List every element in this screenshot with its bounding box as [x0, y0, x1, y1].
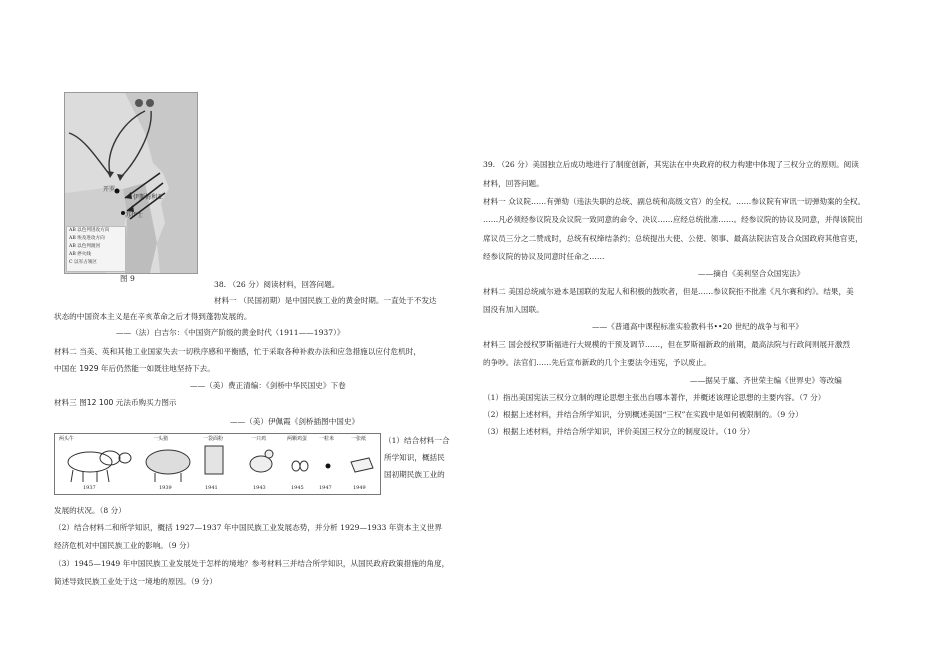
r-subquestion-2: （2）根据上述材料，并结合所学知识，分别概述美国“三权”在实践中是如何被限制的。（9 分） — [483, 410, 803, 419]
legend-row: AB 以色列进攻方向 — [69, 228, 110, 233]
strip-label-chicken: 一只鸡 — [251, 436, 267, 442]
r-material-1-source: ——摘自《美利坚合众国宪法》 — [698, 269, 805, 278]
r-material-3-source: ——据吴于廑、齐世荣主编《世界史》等改编 — [690, 376, 842, 385]
material-3-title: 材料三 图12 100 元法币购买力图示 — [54, 398, 177, 407]
material-2-source: ——（美）费正清编：《剑桥中华民国史》下卷 — [190, 381, 346, 390]
strip-label-paper: 一张纸 — [351, 436, 367, 442]
r-material-2-line1: 材料二 美国总统威尔逊本是国联的发起人和积极的鼓吹者，但是……参议院拒不批准《凡尔赛和约》。结果，美 — [483, 287, 854, 296]
map-label-ismailia: 伊斯梅利亚 — [133, 194, 164, 201]
subquestion-3-line2: 简述导致民族工业处于这一境地的原因。（9 分） — [54, 577, 217, 586]
r-material-3-line2: 的争吵。法官们……先后宣布新政的几个主要法令违宪，予以废止。 — [483, 358, 711, 367]
material-1-line1: 材料一 （民国初期）是中国民族工业的黄金时期。一直处于不发达 — [214, 296, 437, 305]
strip-year: 1943 — [253, 485, 266, 491]
purchasing-power-figure — [54, 433, 381, 495]
strip-label-flour: 一袋面粉 — [203, 436, 224, 442]
subquestion-2-line1: （2）结合材料二和所学知识，概括 1927—1937 年中国民族工业发展态势，并分析 1929—1933 年资本主义世界 — [54, 523, 442, 532]
map-label-suez: 苏伊士 — [125, 212, 144, 219]
legend-row: AB 停火线 — [69, 252, 91, 257]
r-subquestion-3: （3）根据上述材料，并结合所学知识，评价美国三权分立的制度设计。（10 分） — [483, 427, 755, 436]
r-material-3-line1: 材料三 国会授权罗斯福进行大规模的干预及调节……，但在罗斯福新政的前期，最高法院与行政间则展开激烈 — [483, 340, 850, 349]
subquestion-1-line4: 发展的状况。（8 分） — [54, 506, 126, 515]
r-material-1-line3: 席议员三分之二赞成时，总统有权缔结条约；总统提出大使、公使、领事、最高法院法官及合众国政府其他官吏， — [483, 234, 863, 243]
r-material-1-line4: 经参议院的协议及同意时任命之…… — [483, 252, 605, 261]
strip-year: 1949 — [353, 485, 366, 491]
strip-label-cows: 两头牛 — [59, 436, 75, 442]
r-subquestion-1: （1）指出美国宪法三权分立制的理论思想主张出自哪本著作，并概述该理论思想的主要内容。（7 分） — [483, 393, 826, 402]
legend-row: C 以军占领区 — [69, 260, 97, 265]
legend-row: AB 埃及进攻方向 — [69, 236, 105, 241]
r-material-1-line2: ……凡必须经参议院及众议院一致同意的命令、决议……应经总统批准……。经参议院的协议及同意，并得该院出 — [483, 215, 863, 224]
strip-year: 1947 — [319, 485, 332, 491]
material-3-source: ——（美）伊佩霞《剑桥插图中国史》 — [230, 417, 360, 426]
r-material-2-source: ——《普通高中课程标准实验教科书••20 世纪的战争与和平》 — [592, 322, 803, 331]
material-1-source: ——（法）白吉尔：《中国资产阶级的黄金时代（1911——1937）》 — [116, 328, 345, 337]
material-2-line2: 中国在 1929 年后仍然能一如既往地坚持下去。 — [54, 364, 215, 373]
map-legend — [66, 226, 126, 272]
legend-row: AB 以色列渡河 — [69, 244, 101, 249]
subquestion-3-line1: （3）1945—1949 年中国民族工业发展处于怎样的境地？参考材料三并结合所学知识，从国民政府政策措施的角度， — [54, 559, 450, 568]
r-material-1-line1: 材料一 众议院……有弹劾（违法失职的总统、副总统和高级文官）的全权。……参议院有审讯一切弹劾案的全权。 — [483, 197, 866, 206]
strip-year: 1937 — [83, 485, 96, 491]
strip-year: 1939 — [159, 485, 172, 491]
r-material-2-line2: 国没有加入国联。 — [483, 305, 544, 314]
material-2-line1: 材料二 当美、英和其他工业国家失去一切秩序感和平衡感，忙于采取各种补救办法和应急措施以应付危机时， — [54, 347, 421, 356]
map-label-cairo: 开罗 — [103, 186, 116, 193]
subquestion-1-line2: 所学知识，概括民 — [384, 453, 445, 462]
question-39-line1: 39. （26 分）美国独立后成功地进行了制度创新，其宪法在中央政府的权力构建中体现了三权分立的原则。阅读 — [483, 160, 859, 169]
strip-label-eggs: 两颗鸡蛋 — [287, 436, 308, 442]
material-1-line2: 状态的中国资本主义是在辛亥革命之后才得到蓬勃发展的。 — [54, 312, 252, 321]
strip-year: 1945 — [291, 485, 304, 491]
subquestion-1-line3: 国初期民族工业的 — [384, 470, 445, 479]
subquestion-2-line2: 经济危机对中国民族工业的影响。（9 分） — [54, 541, 195, 550]
question-39-line2: 材料，回答问题。 — [483, 179, 544, 188]
strip-year: 1941 — [205, 485, 218, 491]
question-38-heading: 38. （26 分）阅读材料，回答问题。 — [214, 280, 340, 289]
strip-label-rice: 一粒米 — [319, 436, 335, 442]
strip-label-pig: 一头猪 — [153, 436, 169, 442]
figure-9-caption: 图 9 — [120, 274, 135, 283]
subquestion-1-line1: （1）结合材料一合 — [384, 436, 450, 445]
